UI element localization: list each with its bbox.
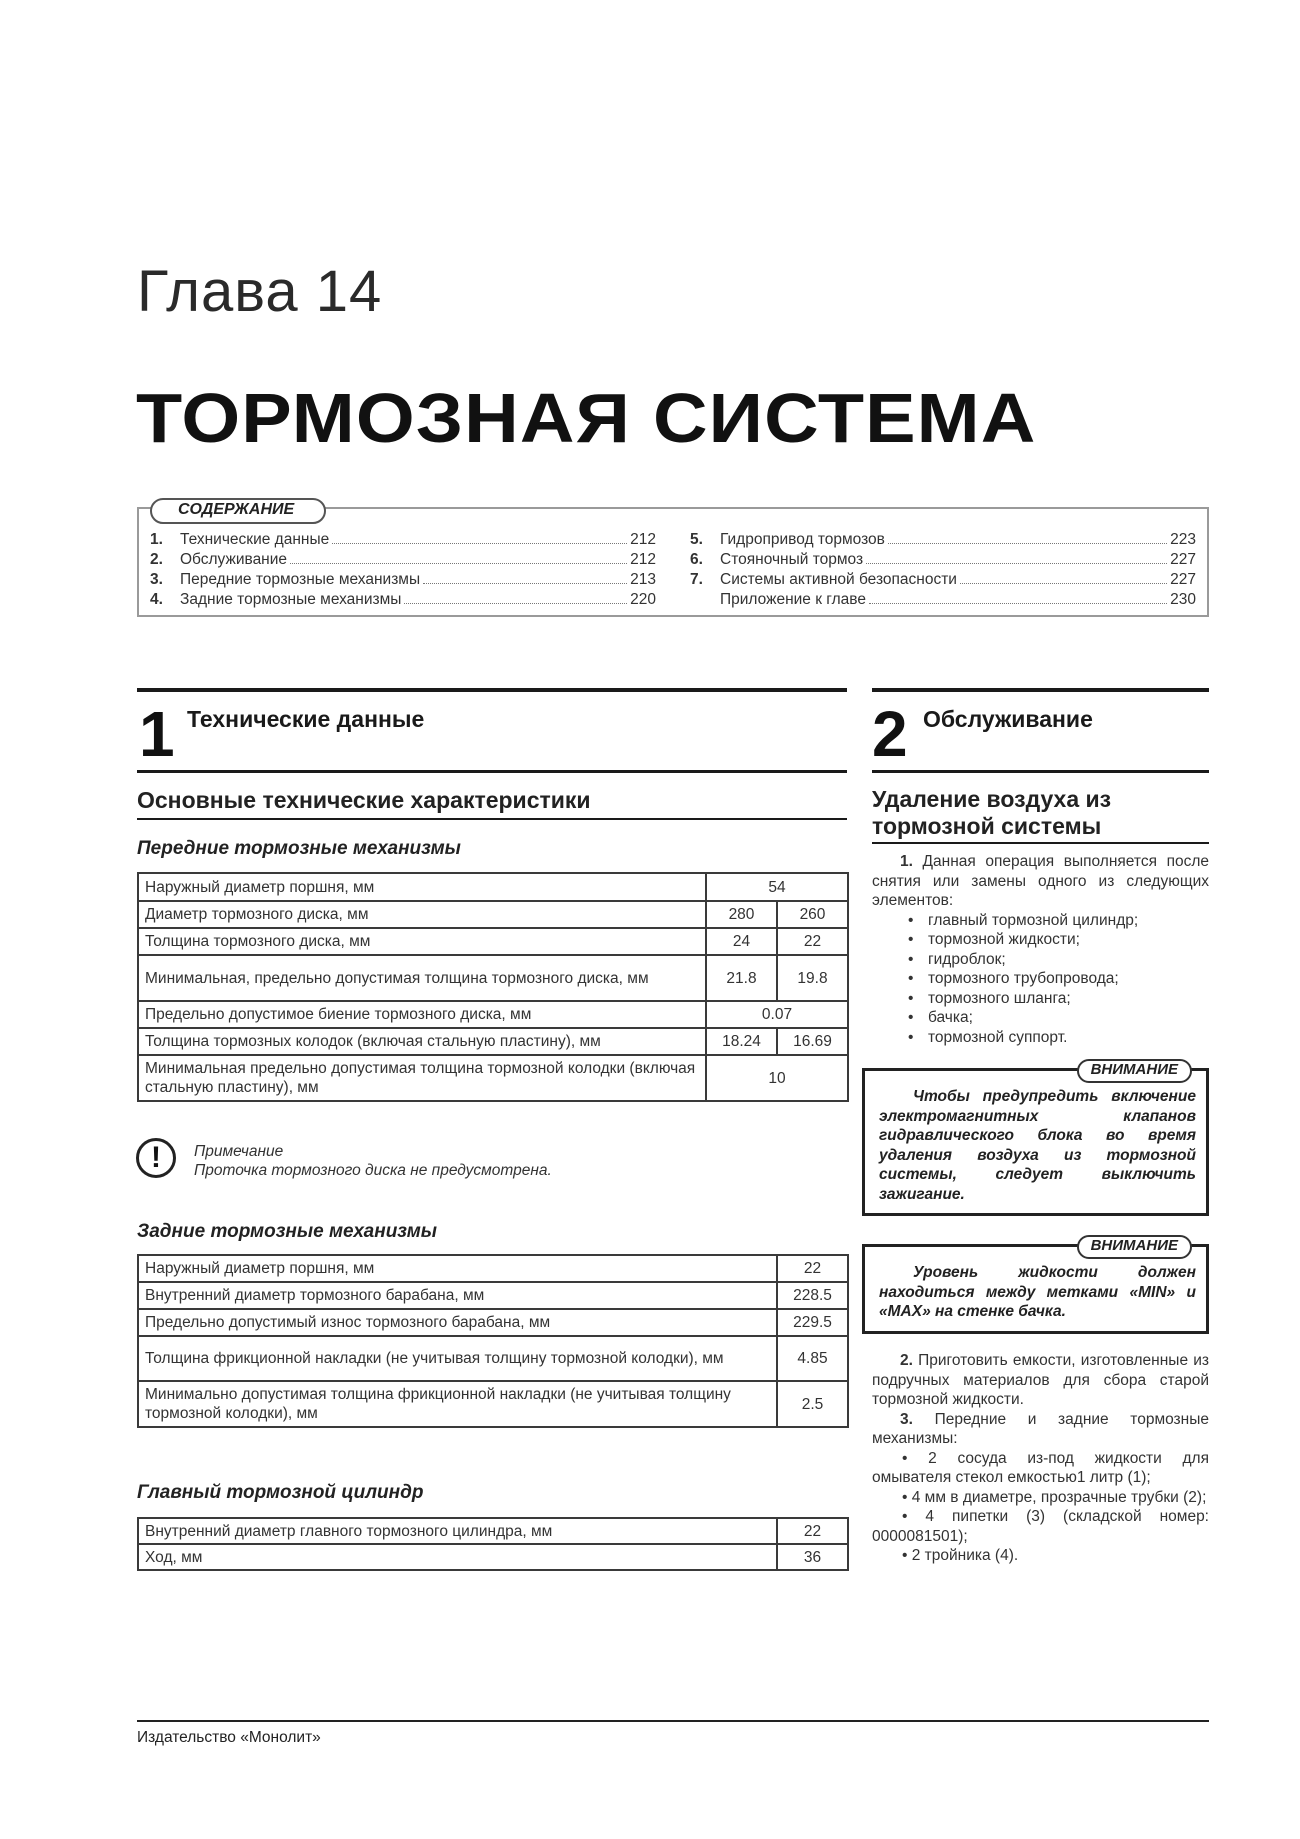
param-cell: Наружный диаметр поршня, мм xyxy=(138,1255,777,1282)
toc-item-number: 2. xyxy=(150,551,163,568)
front-brakes-table xyxy=(137,872,849,1102)
front-brakes-heading: Передние тормозные механизмы xyxy=(137,838,461,859)
toc-item-leader xyxy=(332,543,627,544)
toc-item-page: 212 xyxy=(630,551,656,568)
toc-item-page: 230 xyxy=(1170,591,1196,608)
note-title: Примечание xyxy=(194,1143,284,1160)
bullet: • xyxy=(902,1508,926,1525)
toc-item-page: 212 xyxy=(630,531,656,548)
toc-item xyxy=(690,550,1196,570)
toc-item xyxy=(150,570,656,590)
toc-item-leader xyxy=(888,543,1167,544)
toc-item-title: Приложение к главе xyxy=(720,591,866,608)
step-2-number: 2. xyxy=(900,1352,913,1369)
value-cell: 280 xyxy=(706,901,777,928)
value-cell: 2.5 xyxy=(777,1381,848,1427)
table-row xyxy=(138,1255,848,1282)
toc-item-title: Передние тормозные механизмы xyxy=(180,571,421,588)
toc-item-title: Задние тормозные механизмы xyxy=(180,591,402,608)
toc-item-title: Гидропривод тормозов xyxy=(720,531,885,548)
section-2-steps xyxy=(872,1351,1209,1566)
list-item: • тормозного трубопровода; xyxy=(872,969,1209,989)
value-cell: 0.07 xyxy=(706,1001,848,1028)
toc-item-title: Системы активной безопасности xyxy=(720,571,957,588)
section-1-number: 1 xyxy=(139,698,175,770)
rear-brakes-heading: Задние тормозные механизмы xyxy=(137,1221,438,1242)
list-item xyxy=(872,1488,1209,1508)
value-cell: 24 xyxy=(706,928,777,955)
toc-item-page: 227 xyxy=(1170,571,1196,588)
table-row xyxy=(138,1518,848,1544)
toc-item xyxy=(150,590,656,610)
list-item: • бачка; xyxy=(872,1008,1209,1028)
value-cell: 22 xyxy=(777,1255,848,1282)
toc-item-title: Обслуживание xyxy=(180,551,288,568)
bullet: • xyxy=(902,1547,912,1564)
toc-item-leader xyxy=(290,563,627,564)
param-cell: Наружный диаметр поршня, мм xyxy=(138,873,706,901)
table-row xyxy=(138,1055,848,1101)
section-1-subheading-underline xyxy=(137,818,847,820)
toc-item-page: 220 xyxy=(630,591,656,608)
elements-list xyxy=(872,911,1209,1048)
section-2-subheading-underline xyxy=(872,842,1209,844)
toc-label: СОДЕРЖАНИЕ xyxy=(150,498,326,524)
section-2-sub-rule xyxy=(872,770,1209,773)
list-item: • гидроблок; xyxy=(872,950,1209,970)
value-cell: 22 xyxy=(777,1518,848,1544)
table-row xyxy=(138,1001,848,1028)
toc-item-number: 1. xyxy=(150,531,163,548)
param-cell: Ход, мм xyxy=(138,1544,777,1570)
value-cell: 18.24 xyxy=(706,1028,777,1055)
toc-item-number: 3. xyxy=(150,571,163,588)
toc-item-title: Технические данные xyxy=(180,531,330,548)
step-2-text: Приготовить емкости, изготовленные из подручных материалов для сбора старой тормозной жидкости. xyxy=(872,1352,1209,1408)
toc-item-page: 223 xyxy=(1170,531,1196,548)
table-row xyxy=(138,1336,848,1381)
table-row xyxy=(138,1544,848,1570)
value-cell: 10 xyxy=(706,1055,848,1101)
step-3-text: Передние и задние тормозные механизмы: xyxy=(872,1410,1209,1447)
value-cell: 54 xyxy=(706,873,848,901)
table-row xyxy=(138,873,848,901)
toc-item-page: 227 xyxy=(1170,551,1196,568)
list-item: • тормозной суппорт. xyxy=(872,1028,1209,1048)
toc-item xyxy=(690,590,1196,610)
param-cell: Предельно допустимый износ тормозного барабана, мм xyxy=(138,1309,777,1336)
step-1-text: Данная операция выполняется после снятия или замены одного из следующих элементов: xyxy=(872,853,1209,909)
bullet: • xyxy=(902,1449,929,1467)
table-row xyxy=(138,955,848,1001)
warning-box-2 xyxy=(862,1237,1209,1334)
value-cell: 229.5 xyxy=(777,1309,848,1336)
warning-1-label: ВНИМАНИЕ xyxy=(1077,1059,1192,1083)
list-item-text: 2 сосуда из-под жидкости для омывателя стекол емкостью1 литр (1); xyxy=(872,1449,1209,1486)
chapter-title: ТОРМОЗНАЯ СИСТЕМА xyxy=(136,379,1037,457)
toc-item-title: Стояночный тормоз xyxy=(720,551,864,568)
param-cell: Толщина тормозного диска, мм xyxy=(138,928,706,955)
toc-item-number: 6. xyxy=(690,551,703,568)
value-cell: 36 xyxy=(777,1544,848,1570)
toc-left-column xyxy=(150,530,656,610)
note xyxy=(194,1142,552,1180)
section-2-number: 2 xyxy=(872,698,908,770)
toc-item-leader xyxy=(404,603,627,604)
table-row xyxy=(138,928,848,955)
list-item xyxy=(872,1449,1209,1488)
table-row xyxy=(138,1282,848,1309)
toc-right-column xyxy=(690,530,1196,610)
param-cell: Диаметр тормозного диска, мм xyxy=(138,901,706,928)
param-cell: Предельно допустимое биение тормозного диска, мм xyxy=(138,1001,706,1028)
section-2-title: Обслуживание xyxy=(923,706,1093,732)
master-cylinder-table xyxy=(137,1517,849,1571)
table-row xyxy=(138,1309,848,1336)
toc-item xyxy=(690,570,1196,590)
section-1-title: Технические данные xyxy=(187,706,425,732)
toc-item xyxy=(690,530,1196,550)
toc-item-number: 7. xyxy=(690,571,703,588)
table-row xyxy=(138,1028,848,1055)
warning-1-text: Чтобы предупредить включение электромагнитных клапанов гидравлического блока во время удаления воздуха из тормозной системы, следует выключить зажигание. xyxy=(879,1088,1196,1203)
param-cell: Толщина тормозных колодок (включая стальную пластину), мм xyxy=(138,1028,706,1055)
value-cell: 22 xyxy=(777,928,848,955)
value-cell: 260 xyxy=(777,901,848,928)
warning-2-label: ВНИМАНИЕ xyxy=(1077,1235,1192,1259)
value-cell: 228.5 xyxy=(777,1282,848,1309)
toc-item-page: 213 xyxy=(630,571,656,588)
warning-box-1 xyxy=(862,1061,1209,1216)
value-cell: 19.8 xyxy=(777,955,848,1001)
toc-item-leader xyxy=(869,603,1167,604)
toc-item-leader xyxy=(866,563,1167,564)
chapter-label: Глава 14 xyxy=(137,259,383,324)
list-item: • главный тормозной цилиндр; xyxy=(872,911,1209,931)
list-item-text: 4 пипетки (3) (складской номер: 0000081501); xyxy=(872,1508,1209,1545)
list-item-text: 4 мм в диаметре, прозрачные трубки (2); xyxy=(911,1488,1207,1506)
list-item-text: 2 тройника (4). xyxy=(911,1547,1019,1564)
list-item xyxy=(872,1546,1209,1566)
value-cell: 4.85 xyxy=(777,1336,848,1381)
footer-publisher: Издательство «Монолит» xyxy=(137,1729,321,1746)
section-1-sub-rule xyxy=(137,770,847,773)
section-1-rule xyxy=(137,688,847,692)
section-2-intro xyxy=(872,852,1209,1047)
param-cell: Минимально допустимая толщина фрикционной накладки (не учитывая толщину тормозной колодки), мм xyxy=(138,1381,777,1427)
list-item: • тормозной жидкости; xyxy=(872,930,1209,950)
value-cell: 21.8 xyxy=(706,955,777,1001)
param-cell: Внутренний диаметр тормозного барабана, мм xyxy=(138,1282,777,1309)
list-item xyxy=(872,1507,1209,1546)
toc-item-leader xyxy=(960,583,1167,584)
toc-item-leader xyxy=(423,583,627,584)
toc-item-number: 4. xyxy=(150,591,163,608)
bullet: • xyxy=(902,1488,912,1506)
value-cell: 16.69 xyxy=(777,1028,848,1055)
toc-item xyxy=(150,550,656,570)
param-cell: Толщина фрикционной накладки (не учитывая толщину тормозной колодки), мм xyxy=(138,1336,777,1381)
materials-list xyxy=(872,1449,1209,1566)
section-1-subheading: Основные технические характеристики xyxy=(137,787,591,813)
rear-brakes-table xyxy=(137,1254,849,1428)
table-row xyxy=(138,901,848,928)
toc-item-number: 5. xyxy=(690,531,703,548)
toc-item xyxy=(150,530,656,550)
param-cell: Минимальная, предельно допустимая толщина тормозного диска, мм xyxy=(138,955,706,1001)
exclamation-icon: ! xyxy=(136,1138,176,1178)
list-item: • тормозного шланга; xyxy=(872,989,1209,1009)
param-cell: Минимальная предельно допустимая толщина тормозной колодки (включая стальную пластину), мм xyxy=(138,1055,706,1101)
table-row xyxy=(138,1381,848,1427)
param-cell: Внутренний диаметр главного тормозного цилиндра, мм xyxy=(138,1518,777,1544)
step-1-number: 1. xyxy=(900,853,913,870)
step-3-number: 3. xyxy=(900,1410,913,1428)
section-2-rule xyxy=(872,688,1209,692)
master-cylinder-heading: Главный тормозной цилиндр xyxy=(137,1482,424,1503)
section-2-subheading: Удаление воздуха из тормозной системы xyxy=(872,786,1112,839)
footer-rule xyxy=(137,1720,1209,1722)
note-text: Проточка тормозного диска не предусмотрена. xyxy=(194,1162,552,1179)
warning-2-text: Уровень жидкости должен находиться между метками «MIN» и «MAX» на стенке бачка. xyxy=(879,1264,1196,1320)
